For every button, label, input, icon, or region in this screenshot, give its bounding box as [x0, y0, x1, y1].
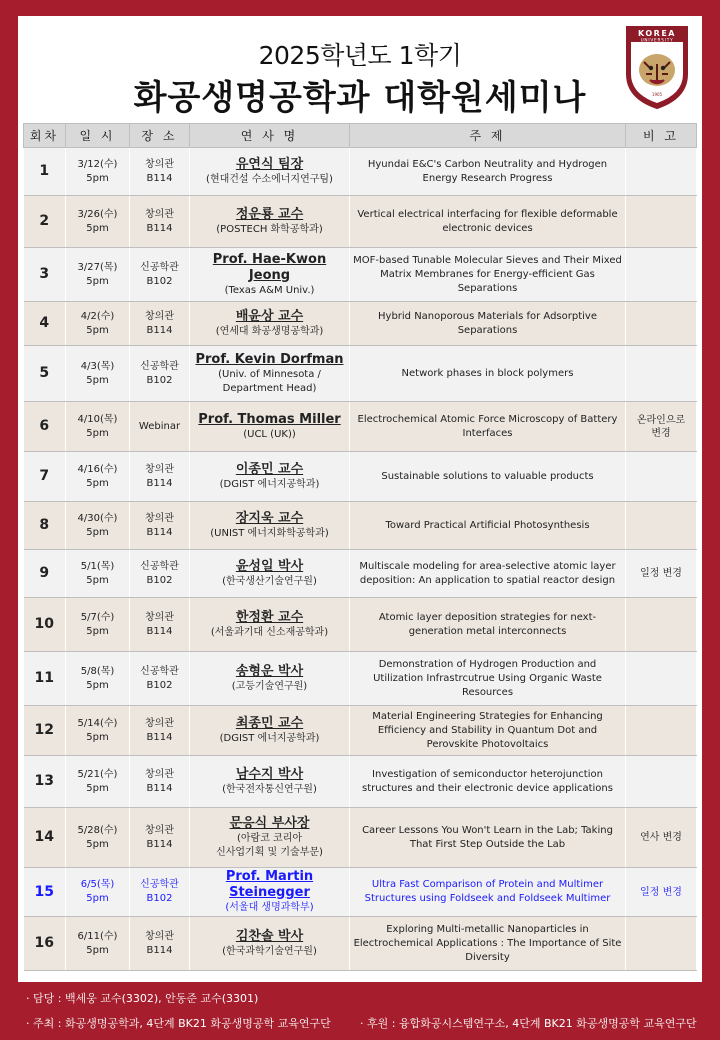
speaker-affiliation: (Texas A&M Univ.)	[224, 284, 315, 296]
speaker-cell	[190, 196, 350, 248]
column-header-topic: 주 제	[350, 124, 626, 148]
session-datetime: 4/2(수) 5pm	[66, 302, 130, 346]
session-datetime: 4/30(수) 5pm	[66, 502, 130, 550]
speaker-name: 배윤상 교수	[235, 308, 304, 324]
seminar-topic: Atomic layer deposition strategies for next-generation metal interconnects	[350, 598, 626, 652]
remark: 연사 변경	[626, 808, 697, 868]
speaker-name: 남수지 박사	[235, 766, 304, 782]
round-number: 4	[24, 302, 66, 346]
session-datetime: 6/11(수) 5pm	[66, 917, 130, 971]
speaker-affiliation: (한국전자통신연구원)	[222, 783, 317, 795]
column-header-datetime: 일 시	[66, 124, 130, 148]
remark	[626, 502, 697, 550]
column-header-place: 장 소	[130, 124, 190, 148]
speaker-cell	[190, 756, 350, 808]
remark	[626, 148, 697, 196]
session-place: 신공학관 B102	[130, 346, 190, 402]
round-number: 9	[24, 550, 66, 598]
footer-host: · 주최 : 화공생명공학과, 4단계 BK21 화공생명공학 교육연구단	[26, 1017, 331, 1030]
speaker-name: 이종민 교수	[235, 461, 304, 477]
session-place: 창의관 B114	[130, 196, 190, 248]
speaker-affiliation: (연세대 화공생명공학과)	[215, 325, 324, 337]
speaker-cell	[190, 868, 350, 917]
table-row	[24, 652, 697, 706]
session-place: 창의관 B114	[130, 756, 190, 808]
seminar-topic: Multiscale modeling for area-selective atomic layer deposition: An application to spatial reactor design	[350, 550, 626, 598]
speaker-affiliation: (POSTECH 화학공학과)	[216, 223, 323, 235]
seminar-topic: Toward Practical Artificial Photosynthesis	[350, 502, 626, 550]
speaker-affiliation: (UCL (UK))	[243, 428, 296, 440]
speaker-cell	[190, 652, 350, 706]
korea-university-logo-icon	[624, 24, 690, 110]
speaker-affiliation: (한국생산기술연구원)	[222, 575, 317, 587]
session-datetime: 3/26(수) 5pm	[66, 196, 130, 248]
remark	[626, 452, 697, 502]
remark	[626, 706, 697, 756]
session-place: Webinar	[130, 402, 190, 452]
session-place: 창의관 B114	[130, 598, 190, 652]
remark	[626, 302, 697, 346]
remark: 온라인으로 변경	[626, 402, 697, 452]
remark	[626, 196, 697, 248]
session-datetime: 4/16(수) 5pm	[66, 452, 130, 502]
table-row	[24, 550, 697, 598]
speaker-affiliation: (서울과기대 신소재공학과)	[210, 626, 329, 638]
speaker-name: 유연식 팀장	[235, 156, 304, 172]
table-row	[24, 148, 697, 196]
speaker-cell	[190, 148, 350, 196]
session-datetime: 6/5(목) 5pm	[66, 868, 130, 917]
session-place: 신공학관 B102	[130, 248, 190, 302]
session-datetime: 5/1(목) 5pm	[66, 550, 130, 598]
table-row	[24, 706, 697, 756]
seminar-topic: Network phases in block polymers	[350, 346, 626, 402]
speaker-name: Prof. Kevin Dorfman	[195, 351, 344, 367]
seminar-title: 화공생명공학과 대학원세미나	[133, 78, 587, 118]
round-number: 5	[24, 346, 66, 402]
table-header-row	[24, 124, 697, 148]
table-row	[24, 248, 697, 302]
svg-text:UNIVERSITY: UNIVERSITY	[640, 37, 674, 43]
speaker-name: Prof. Thomas Miller	[198, 411, 341, 427]
seminar-topic: Career Lessons You Won't Learn in the Lab; Taking That First Step Outside the Lab	[350, 808, 626, 868]
remark	[626, 652, 697, 706]
speaker-cell	[190, 302, 350, 346]
remark	[626, 756, 697, 808]
speaker-affiliation: (고등기술연구원)	[231, 680, 308, 692]
remark	[626, 346, 697, 402]
table-row	[24, 502, 697, 550]
table-row	[24, 868, 697, 917]
speaker-name: 최종민 교수	[235, 715, 304, 731]
session-place: 신공학관 B102	[130, 550, 190, 598]
session-place: 창의관 B114	[130, 706, 190, 756]
table-row	[24, 452, 697, 502]
speaker-cell	[190, 550, 350, 598]
speaker-name: 장지욱 교수	[235, 510, 304, 526]
session-place: 창의관 B114	[130, 452, 190, 502]
session-datetime: 5/7(수) 5pm	[66, 598, 130, 652]
table-row	[24, 598, 697, 652]
remark: 일정 변경	[626, 868, 697, 917]
round-number: 10	[24, 598, 66, 652]
footer-sponsor: · 후원 : 융합화공시스템연구소, 4단계 BK21 화공생명공학 교육연구단	[360, 1017, 697, 1030]
seminar-topic: MOF-based Tunable Molecular Sieves and Their Mixed Matrix Membranes for Energy-efficient Gas Separations	[350, 248, 626, 302]
session-datetime: 4/3(목) 5pm	[66, 346, 130, 402]
speaker-cell	[190, 706, 350, 756]
speaker-name: Prof. Martin Steinegger	[225, 869, 314, 900]
speaker-affiliation: (DGIST 에너지공학과)	[219, 478, 320, 490]
session-datetime: 5/8(목) 5pm	[66, 652, 130, 706]
session-datetime: 4/10(목) 5pm	[66, 402, 130, 452]
table-row	[24, 808, 697, 868]
seminar-topic: Hyundai E&C's Carbon Neutrality and Hydrogen Energy Research Progress	[350, 148, 626, 196]
table-row	[24, 346, 697, 402]
session-place: 신공학관 B102	[130, 868, 190, 917]
table-row	[24, 917, 697, 971]
semester-title: 2025학년도 1학기	[258, 41, 462, 70]
session-datetime: 5/21(수) 5pm	[66, 756, 130, 808]
speaker-affiliation: (DGIST 에너지공학과)	[219, 732, 320, 744]
column-header-note: 비 고	[626, 124, 697, 148]
svg-text:1905: 1905	[651, 92, 663, 97]
speaker-affiliation: (UNIST 에너지화학공학과)	[210, 527, 329, 539]
remark	[626, 248, 697, 302]
round-number: 16	[24, 917, 66, 971]
seminar-topic: Exploring Multi-metallic Nanoparticles in Electrochemical Applications : The Importance of Site Diversity	[350, 917, 626, 971]
column-header-round: 회차	[24, 124, 66, 148]
speaker-affiliation: (한국과학기술연구원)	[222, 945, 317, 957]
speaker-name: 송형운 박사	[235, 663, 304, 679]
round-number: 3	[24, 248, 66, 302]
round-number: 11	[24, 652, 66, 706]
speaker-cell	[190, 248, 350, 302]
remark	[626, 917, 697, 971]
seminar-topic: Demonstration of Hydrogen Production and Utilization Infrastrcutrue Using Organic Waste Resources	[350, 652, 626, 706]
session-datetime: 3/12(수) 5pm	[66, 148, 130, 196]
speaker-affiliation: (아람코 코리아 신사업기획 및 기술부문)	[216, 832, 323, 858]
round-number: 14	[24, 808, 66, 868]
session-datetime: 3/27(목) 5pm	[66, 248, 130, 302]
speaker-name: 문응식 부사장	[229, 815, 310, 831]
session-place: 창의관 B114	[130, 917, 190, 971]
round-number: 6	[24, 402, 66, 452]
speaker-name: 정운룡 교수	[235, 206, 304, 222]
column-header-speaker: 연 사 명	[190, 124, 350, 148]
speaker-cell	[190, 598, 350, 652]
seminar-topic: Sustainable solutions to valuable products	[350, 452, 626, 502]
seminar-poster	[18, 16, 702, 982]
seminar-topic: Investigation of semiconductor heterojunction structures and their electronic device applications	[350, 756, 626, 808]
footer-contact: · 담당 : 백세웅 교수(3302), 안동준 교수(3301)	[26, 992, 259, 1005]
speaker-affiliation: (서울대 생명과학부)	[225, 902, 314, 913]
speaker-affiliation: (Univ. of Minnesota / Department Head)	[218, 368, 321, 394]
session-place: 신공학관 B102	[130, 652, 190, 706]
seminar-topic: Hybrid Nanoporous Materials for Adsorptive Separations	[350, 302, 626, 346]
session-datetime: 5/14(수) 5pm	[66, 706, 130, 756]
round-number: 1	[24, 148, 66, 196]
speaker-affiliation: (현대건설 수소에너지연구팀)	[206, 173, 333, 185]
round-number: 13	[24, 756, 66, 808]
session-datetime: 5/28(수) 5pm	[66, 808, 130, 868]
round-number: 8	[24, 502, 66, 550]
speaker-cell	[190, 917, 350, 971]
seminar-topic: Electrochemical Atomic Force Microscopy of Battery Interfaces	[350, 402, 626, 452]
speaker-name: 김찬솔 박사	[235, 928, 304, 944]
session-place: 창의관 B114	[130, 502, 190, 550]
speaker-name: 한정환 교수	[235, 609, 304, 625]
table-row	[24, 302, 697, 346]
session-place: 창의관 B114	[130, 808, 190, 868]
session-place: 창의관 B114	[130, 302, 190, 346]
seminar-topic: Material Engineering Strategies for Enhancing Efficiency and Stability in Quantum Dot and Perovskite Photovoltaics	[350, 706, 626, 756]
speaker-cell	[190, 502, 350, 550]
round-number: 7	[24, 452, 66, 502]
table-row	[24, 402, 697, 452]
seminar-topic: Ultra Fast Comparison of Protein and Multimer Structures using Foldseek and Foldseek Multimer	[350, 868, 626, 917]
speaker-name: 윤성일 박사	[235, 558, 304, 574]
speaker-cell	[190, 346, 350, 402]
speaker-name: Prof. Hae-Kwon Jeong	[212, 251, 327, 283]
remark	[626, 598, 697, 652]
session-place: 창의관 B114	[130, 148, 190, 196]
table-row	[24, 756, 697, 808]
table-row	[24, 196, 697, 248]
seminar-topic: Vertical electrical interfacing for flexible deformable electronic devices	[350, 196, 626, 248]
round-number: 2	[24, 196, 66, 248]
round-number: 12	[24, 706, 66, 756]
speaker-cell	[190, 402, 350, 452]
svg-text:KOREA: KOREA	[638, 29, 676, 38]
seminar-schedule-table	[23, 123, 697, 971]
speaker-cell	[190, 808, 350, 868]
round-number: 15	[24, 868, 66, 917]
speaker-cell	[190, 452, 350, 502]
remark: 일정 변경	[626, 550, 697, 598]
